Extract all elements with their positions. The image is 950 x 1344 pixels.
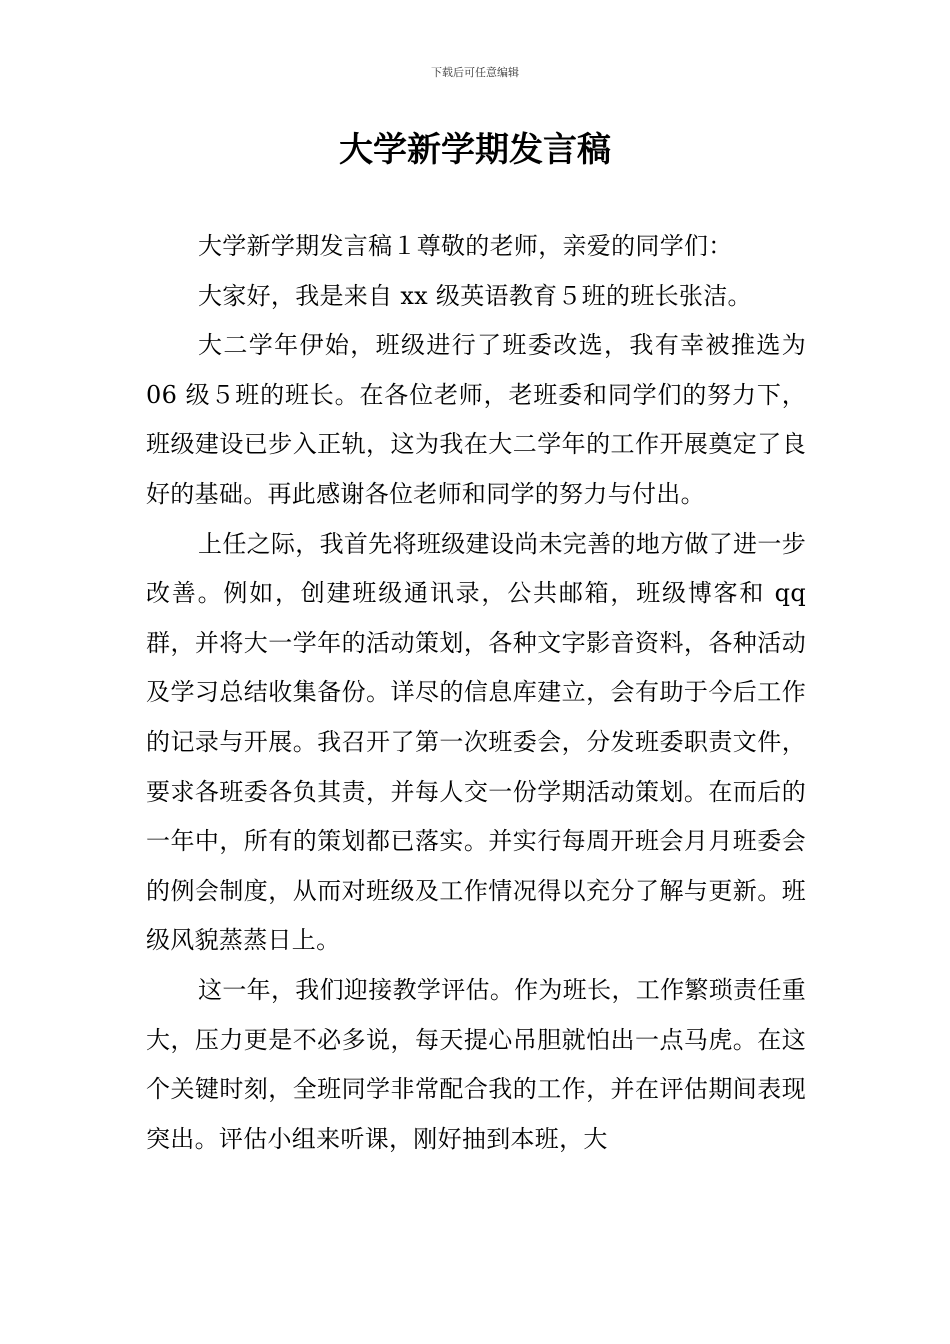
document-body (146, 222, 806, 1164)
paragraph-evaluation: 这一年，我们迎接教学评估。作为班长，工作繁琐责任重大，压力更是不必多说，每天提心吊胆就怕出一点马虎。在这个关键时刻，全班同学非常配合我的工作，并在评估期间表现突出。评估小组来听课，刚好抽到本班，大 (146, 975, 806, 1153)
paragraph-greeting: 大学新学期发言稿１尊敬的老师，亲爱的同学们： (198, 232, 733, 260)
header-note: 下载后可任意编辑 (431, 66, 519, 79)
paragraph-improvements: 上任之际，我首先将班级建设尚未完善的地方做了进一步改善。例如，创建班级通讯录，公共邮箱，班级博客和 qq 群，并将大一学年的活动策划，各种文字影音资料，各种活动及学习总结收集备份。详尽的信息库建立，会有助于今后工作的记录与开展。我召开了第一次班委会，分发班委职责文件，要求各班委各负其责，并每人交一份学期活动策划。在而后的一年中，所有的策划都已落实。并实行每周开班会月月班委会的例会制度，从而对班级及工作情况得以充分了解与更新。班级风貌蒸蒸日上。 (146, 529, 806, 955)
paragraph-election: 大二学年伊始，班级进行了班委改选，我有幸被推选为06 级５班的班长。在各位老师，老班委和同学们的努力下，班级建设已步入正轨，这为我在大二学年的工作开展奠定了良好的基础。再此感谢各位老师和同学的努力与付出。 (146, 331, 806, 508)
paragraph-introduction: 大家好，我是来自 xx 级英语教育５班的班长张洁。 (198, 281, 752, 310)
document-title: 大学新学期发言稿 (339, 130, 611, 170)
